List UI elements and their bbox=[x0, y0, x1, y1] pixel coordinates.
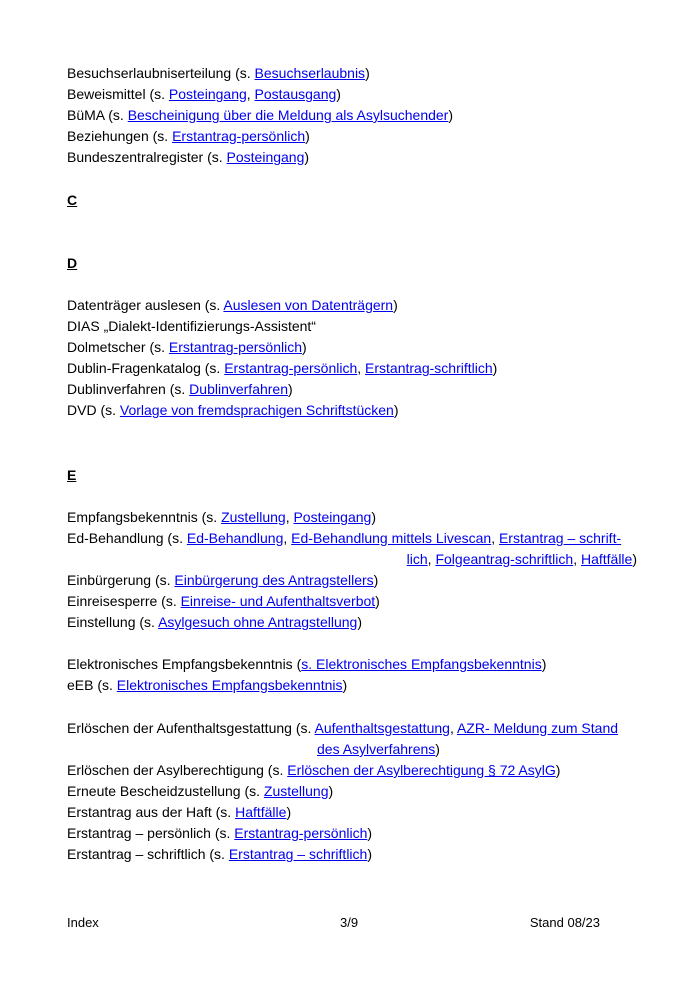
entry-term: Ed-Behandlung (s. bbox=[67, 530, 187, 546]
index-entry-einbuergerung bbox=[67, 570, 378, 591]
index-entry-einreisesperre bbox=[67, 591, 380, 612]
entry-close: ) bbox=[328, 783, 334, 799]
entry-link[interactable]: Erstantrag-schriftlich bbox=[365, 360, 493, 376]
entry-close: ) bbox=[435, 741, 440, 757]
entry-link[interactable]: Zustellung bbox=[221, 509, 286, 525]
index-entry-erstantrag-persoenlich bbox=[67, 823, 372, 844]
entry-close: ) bbox=[336, 86, 341, 102]
entry-close: ) bbox=[367, 846, 372, 862]
entry-link[interactable]: Einbürgerung des Antragstellers bbox=[174, 572, 374, 588]
entry-term: Einstellung (s. bbox=[67, 614, 159, 630]
index-entry-erneute-bescheidzustellung bbox=[67, 781, 333, 802]
index-entry-beweismittel: Beweismittel (s. Posteingang, Postausgang) bbox=[67, 86, 341, 102]
entry-link[interactable]: Einreise- und Aufenthaltsverbot bbox=[180, 593, 376, 609]
entry-term: Dublinverfahren (s. bbox=[67, 381, 190, 397]
entry-term: Erneute Bescheidzustellung (s. bbox=[67, 783, 264, 799]
entry-link-part2[interactable]: lich bbox=[406, 551, 428, 567]
footer-stand: Stand 08/23 bbox=[529, 915, 600, 930]
index-entry-erloeschen-aufenthaltsgestattung: Erlöschen der Aufenthaltsgestattung (s. Aufenthaltsgestattung, AZR- Meldung zum Stand des Asylverfahrens) bbox=[67, 720, 619, 757]
entry-term: Erstantrag – persönlich (s. bbox=[67, 825, 235, 841]
entry-close: ) bbox=[288, 381, 293, 397]
index-entry-dolmetscher bbox=[67, 337, 307, 358]
entry-link[interactable]: Aufenthaltsgestattung bbox=[314, 720, 450, 736]
entry-close: ) bbox=[342, 677, 348, 693]
index-entry-erstantrag-haft bbox=[67, 802, 291, 823]
entry-close: ) bbox=[365, 65, 370, 81]
entry-link[interactable]: Asylgesuch ohne Antragstellung bbox=[158, 614, 358, 630]
entry-close: ) bbox=[541, 656, 547, 672]
entry-term: Beweismittel (s. bbox=[67, 86, 169, 102]
index-entry-erloeschen-asylberechtigung bbox=[67, 760, 560, 781]
entry-link[interactable]: Haftfälle bbox=[235, 804, 287, 820]
footer-page-number: 3/9 bbox=[340, 915, 359, 930]
entry-link[interactable]: Erstantrag – schriftlich bbox=[228, 846, 368, 862]
entry-term: Erlöschen der Aufenthaltsgestattung (s. bbox=[67, 720, 315, 736]
entry-link[interactable]: Postausgang bbox=[254, 86, 337, 102]
entry-close: ) bbox=[357, 614, 362, 630]
index-entry-dublinverfahren bbox=[67, 379, 293, 400]
entry-close: ) bbox=[371, 509, 376, 525]
entry-term: Elektronisches Empfangsbekenntnis ( bbox=[67, 656, 302, 672]
entry-link[interactable]: s. Elektronisches Empfangsbekenntnis bbox=[301, 656, 542, 672]
entry-link[interactable]: Auslesen von Datenträgern bbox=[223, 297, 394, 313]
entry-close: ) bbox=[492, 360, 498, 376]
entry-link[interactable]: Erstantrag-persönlich bbox=[224, 360, 358, 376]
entry-link[interactable]: Zustellung bbox=[263, 783, 329, 799]
entry-link[interactable]: Ed-Behandlung bbox=[186, 530, 284, 546]
index-entry-bundeszentralregister bbox=[67, 147, 309, 168]
entry-link[interactable]: Posteingang bbox=[226, 149, 305, 165]
entry-link[interactable]: Erstantrag-persönlich bbox=[234, 825, 368, 841]
entry-term: Erstantrag aus der Haft (s. bbox=[67, 804, 236, 820]
section-letter-e: E bbox=[67, 467, 77, 483]
index-entry-einstellung bbox=[67, 612, 362, 633]
index-entry-erstantrag-schriftlich bbox=[67, 844, 372, 865]
entry-term: Besuchserlaubniserteilung (s. bbox=[67, 65, 255, 81]
entry-term: eEB (s. bbox=[67, 677, 117, 693]
entry-term: Dublin-Fragenkatalog (s. bbox=[67, 360, 225, 376]
entry-close: ) bbox=[286, 804, 292, 820]
index-entry-dvd bbox=[67, 400, 399, 421]
index-entry-ed-behandlung: Ed-Behandlung (s. Ed-Behandlung, Ed-Behandlung mittels Livescan, Erstantrag – schrift- lich, Folgeantrag-schriftlich, Haftfälle) bbox=[67, 530, 637, 567]
entry-term: Einreisesperre (s. bbox=[67, 593, 181, 609]
entry-close: ) bbox=[448, 107, 454, 123]
entry-term: Bundeszentralregister (s. bbox=[67, 149, 227, 165]
entry-link[interactable]: Dublinverfahren bbox=[189, 381, 289, 397]
entry-term: Einbürgerung (s. bbox=[67, 572, 175, 588]
entry-close: ) bbox=[555, 762, 561, 778]
entry-link[interactable]: Bescheinigung über die Meldung als Asylsuchender bbox=[127, 107, 449, 123]
index-entry-elektronisches-eb bbox=[67, 654, 546, 675]
entry-link-part1[interactable]: AZR- Meldung zum Stand bbox=[456, 720, 619, 736]
entry-term: BüMA (s. bbox=[67, 107, 128, 123]
entry-close: ) bbox=[393, 402, 399, 418]
entry-term: Dolmetscher (s. bbox=[67, 339, 169, 355]
entry-link[interactable]: Besuchserlaubnis bbox=[254, 65, 366, 81]
entry-close: ) bbox=[301, 339, 307, 355]
entry-link-part2[interactable]: des Asylverfahrens bbox=[317, 741, 436, 757]
entry-term: DIAS „Dialekt-Identifizierungs-Assistent“ bbox=[67, 318, 316, 334]
entry-link[interactable]: Vorlage von fremdsprachigen Schriftstücken bbox=[119, 402, 394, 418]
entry-link[interactable]: Posteingang bbox=[168, 86, 247, 102]
entry-close: ) bbox=[305, 128, 310, 144]
index-entry-eeb bbox=[67, 675, 347, 696]
entry-link[interactable]: Erstantrag-persönlich bbox=[172, 128, 306, 144]
index-entry-empfangsbekenntnis: Empfangsbekenntnis (s. Zustellung, Posteingang) bbox=[67, 509, 376, 525]
entry-close: ) bbox=[304, 149, 310, 165]
entry-term: Datenträger auslesen (s. bbox=[67, 297, 224, 313]
entry-term: DVD (s. bbox=[67, 402, 120, 418]
entry-term: Erlöschen der Asylberechtigung (s. bbox=[67, 762, 288, 778]
entry-link-part1[interactable]: Erstantrag – schrift- bbox=[498, 530, 622, 546]
index-entry-dublin-fragenkatalog: Dublin-Fragenkatalog (s. Erstantrag-persönlich, Erstantrag-schriftlich) bbox=[67, 360, 498, 376]
index-entry-datentraeger bbox=[67, 295, 398, 316]
entry-link[interactable]: Ed-Behandlung mittels Livescan bbox=[291, 530, 492, 546]
section-letter-c: C bbox=[67, 192, 78, 208]
entry-link[interactable]: Elektronisches Empfangsbekenntnis bbox=[116, 677, 343, 693]
index-entry-beziehungen bbox=[67, 126, 310, 147]
entry-term: Erstantrag – schriftlich (s. bbox=[67, 846, 229, 862]
entry-link[interactable]: Haftfälle bbox=[580, 551, 633, 567]
footer-left: Index bbox=[67, 915, 99, 930]
index-entry-dias bbox=[67, 316, 316, 337]
index-entry-buema bbox=[67, 105, 453, 126]
entry-close: ) bbox=[367, 825, 373, 841]
entry-term: Empfangsbekenntnis (s. bbox=[67, 509, 222, 525]
entry-close: ) bbox=[375, 593, 380, 609]
entry-close: ) bbox=[632, 551, 637, 567]
entry-close: ) bbox=[373, 572, 379, 588]
entry-link[interactable]: Posteingang bbox=[293, 509, 372, 525]
section-letter-d: D bbox=[67, 255, 78, 271]
entry-link[interactable]: Erlöschen der Asylberechtigung § 72 AsylG bbox=[287, 762, 556, 778]
index-entry-besuchserlaubniserteilung bbox=[67, 63, 370, 84]
entry-term: Beziehungen (s. bbox=[67, 128, 173, 144]
entry-link[interactable]: Erstantrag-persönlich bbox=[168, 339, 302, 355]
entry-close: ) bbox=[393, 297, 398, 313]
entry-link[interactable]: Folgeantrag-schriftlich bbox=[435, 551, 574, 567]
